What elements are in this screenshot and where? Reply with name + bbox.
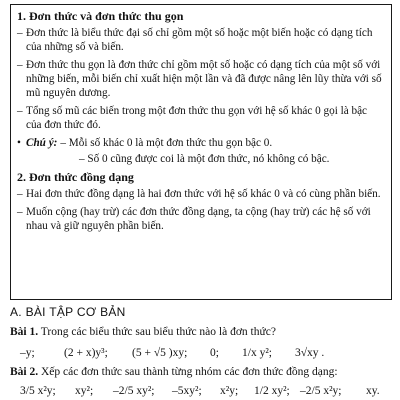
expression: 1/x y²; [242,347,272,359]
expression: –2/5 x²y; [300,385,342,397]
note-line-1: – Mỗi số khác 0 là một đơn thức thu gọn bậc 0. [60,137,273,149]
expression: –2/5 xy²; [113,385,155,397]
expression: xy. [366,385,380,397]
rule-adding-similar [17,205,385,233]
dash-marker: – [17,59,23,71]
exercise-2-prompt [10,366,338,378]
section-a-heading: A. BÀI TẬP CƠ BẢN [10,305,126,319]
definition-text: Tổng số mũ các biến trong một đơn thức thu gọn với hệ số khác 0 gọi là bậc của đơn thức đó. [26,105,368,131]
expression: xy²; [75,385,94,397]
expression: 0; [210,347,219,359]
dash-marker: – [17,206,23,218]
definition-text: Hai đơn thức đồng dạng là hai đơn thức với hệ số khác 0 và có cùng phần biến. [26,188,381,200]
definition-text: Đơn thức là biểu thức đại số chỉ gồm một số hoặc một biến hoặc có dạng tích của những số và biến. [26,27,373,53]
expression: (2 + x)y³; [64,347,108,359]
definition-degree [17,104,385,132]
exercise-1-label: Bài 1. [10,326,39,338]
note-line-2: – Số 0 cũng được coi là một đơn thức, nó không có bậc. [79,153,330,165]
section-2-title: 2. Đơn thức đồng dạng [17,170,134,184]
exercise-1-text: Trong các biểu thức sau biểu thức nào là đơn thức? [40,326,276,338]
definition-similar-monomials [17,187,385,201]
dash-marker: – [17,27,23,39]
exercise-1-prompt [10,326,276,338]
expression: –5xy²; [172,385,202,397]
dash-marker: – [17,188,23,200]
expression: 3/5 x²y; [20,385,56,397]
note-label: Chú ý: [26,137,58,149]
expression: (5 + √5 )xy; [132,347,188,359]
expression: 1/2 xy²; [254,385,290,397]
exercise-2-text: Xếp các đơn thức sau thành từng nhóm các đơn thức đồng dạng: [41,366,338,378]
expression: x²y; [220,385,239,397]
expression: –y; [20,347,35,359]
definition-monomial [17,26,385,54]
definition-reduced-monomial [17,58,385,100]
bullet-icon: • [17,137,21,149]
definition-text: Muốn cộng (hay trừ) các đơn thức đồng dạng, ta cộng (hay trừ) các hệ số với nhau và giữ nguyên phần biến. [26,206,371,232]
theory-box [10,4,392,300]
exercise-2-label: Bài 2. [10,366,39,378]
note [17,136,385,150]
definition-text: Đơn thức thu gọn là đơn thức chỉ gồm một số hoặc có dạng tích của một số với những biến, mỗi biến chỉ xuất hiện một lần và đã được nâng lên lũy thừa với số mũ nguyên dương. [26,59,382,99]
dash-marker: – [17,105,23,117]
expression: 3√xy . [295,347,325,359]
section-1-title: 1. Đơn thức và đơn thức thu gọn [17,9,184,23]
